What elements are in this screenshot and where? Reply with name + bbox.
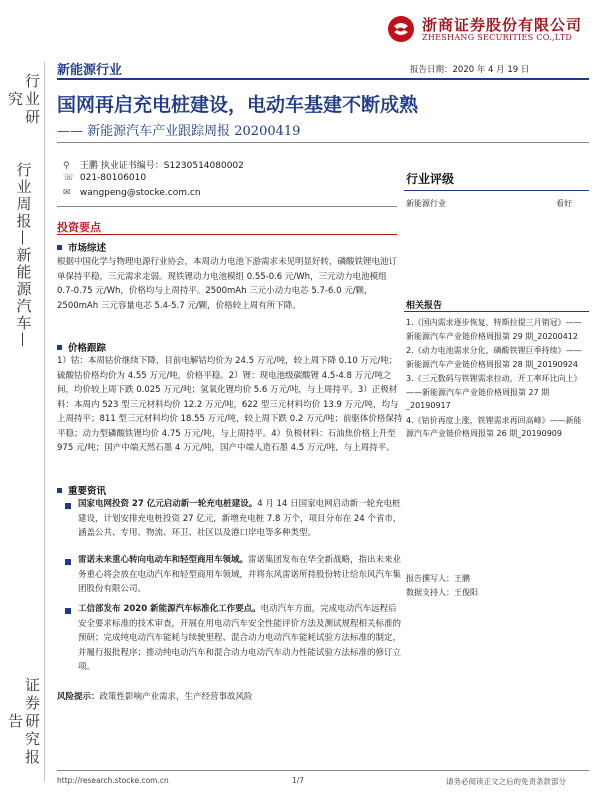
logo-en: ZHESHANG SECURITIES CO.,LTD — [422, 33, 573, 42]
rating-industry: 新能源行业 — [406, 199, 446, 208]
price-heading: 价格跟踪 — [57, 340, 106, 354]
news-item — [78, 553, 403, 597]
news-bullet-icon — [65, 608, 71, 614]
user-icon: ⚲ — [63, 161, 70, 171]
email-row — [63, 188, 393, 203]
analyst-phone: 021-80106010 — [79, 173, 147, 183]
news-item-text: 4 月 14 日国家电网启动新一轮充电桩建设，计划安排充电桩投资 27 亿元，新增充电桩 7.8 万个，项目分布在 24 个省市，涵盖公共、专用、物流、环卫、社区以及港口岸电等多种类型。 — [78, 499, 402, 538]
report-writer: 报告撰写人：王鹏 — [406, 574, 470, 583]
page-subtitle: —— 新能源汽车产业跟踪周报 20200419 — [57, 124, 301, 139]
footer-rule — [57, 770, 589, 771]
phone-icon: ☏ — [63, 173, 75, 183]
market-heading: 市场综述 — [57, 240, 106, 254]
section-square-icon — [57, 345, 62, 350]
data-support: 数据支持人：王俊阳 — [406, 588, 478, 597]
news-item-headline: 工信部发布 2020 新能源汽车标准化工作要点。 — [78, 604, 261, 614]
rating-heading: 行业评级 — [406, 172, 455, 186]
invest-rule — [57, 234, 397, 235]
footer-url[interactable]: http://research.stocke.com.cn — [57, 776, 169, 785]
industry-label: 新能源行业 — [57, 63, 123, 78]
logo-emblem-icon — [386, 14, 416, 44]
section-square-icon — [57, 488, 62, 493]
news-item-headline: 国家电网投资 27 亿元启动新一轮充电桩建设。 — [78, 499, 258, 509]
analyst-rule — [57, 206, 397, 207]
analyst-row — [63, 158, 393, 173]
analyst-email[interactable]: wangpeng@stocke.com.cn — [79, 188, 201, 198]
analyst-name: 王鹏 执业证书编号：S1230514080002 — [79, 161, 244, 171]
page-title: 国网再启充电桩建设，电动车基建不断成熟 — [57, 94, 419, 116]
invest-heading: 投资要点 — [57, 221, 101, 234]
risk-text: 政策性影响产业需求，生产经营事故风险 — [99, 692, 253, 702]
page-number: 1/7 — [292, 776, 305, 785]
left-strip-divider — [44, 62, 45, 782]
risk-line — [57, 690, 403, 705]
market-text: 根据中国化学与物理电源行业协会，本周动力电池下游需求未见明显好转，磷酸铁锂电池订单保持平稳，三元需求走弱。现铁锂动力电池模组 0.55-0.6 元/Wh，三元动力电池模组 0.7-0.75 元/Wh，价格均与上周持平。2500mAh 三元小动力电芯 5.7-6.0 元/颗，2500mAh 三元容量电芯 5.4-5.7 元/颗，价格较上周有所下降。 — [57, 257, 398, 311]
rating-value: 看好 — [556, 199, 572, 208]
title-rule — [57, 142, 589, 143]
section-square-icon — [57, 245, 62, 250]
header-rule — [57, 78, 589, 80]
left-strip-top: 行业研究 — [6, 73, 41, 127]
footer-disclaimer: 请务必阅读正文之后的免责条款部分 — [446, 777, 566, 786]
price-text: 1）钴：本周钴价继续下降，目前电解钴均价为 24.5 万元/吨，较上周下降 0.10 万元/吨；硫酸钴价格均价为 4.55 万元/吨，价格平稳。2）锂：现电池级碳酸锂 4.5-4.8 万元/吨之间，均价较上周下跌 0.025 万元/吨；氢氧化锂均价 5.6 万元/吨，与上周持平。3）正极材料：本周内 523 型三元材料均价 12.2 万元/吨，622 型三元材料均价 13.9 万元/吨，均与上周持平；811 型三元材料均价 18.55 万元/吨，较上周下跌 0.2 万元/吨；前驱体价格保持平稳；动力型磷酸铁锂均价 4.75 万元/吨，与上周持平。4）负极材料：石油焦价格上升至 975 元/吨；国产中端天然石墨 4 万元/吨，国产中端人造石墨 4.5 万元/吨，与上周持平。 — [57, 356, 403, 453]
news-item-text: 电动汽车方面，完成电动汽车远程后安全要求标准的技术审查，开展在用电动汽车安全性能评价方法及测试规程相关标准的预研；完成纯电动汽车能耗与续驶里程、混合动力电动汽车能耗试验方法标准的制定，并履行报批程序；推动纯电动汽车和混合动力电动汽车动力性能试验方法标准的修订立项。 — [78, 604, 402, 672]
risk-label: 风险提示： — [57, 692, 100, 702]
related-heading: 相关报告 — [406, 301, 443, 311]
news-item — [78, 497, 403, 541]
mail-icon: ✉ — [63, 188, 71, 198]
related-list — [406, 316, 586, 441]
report-date: 报告日期：2020 年 4 月 19 日 — [410, 65, 530, 75]
news-item-text: 雷诺集团发布在华全新战略，指出未来业务重心将会放在电动汽车和轻型商用车领域，并将东风雷诺所持股份转让给东风汽车集团股份有限公司。 — [78, 555, 402, 594]
related-item[interactable]: 4.《钴价再度上涨，铁锂需求再回高峰》——新能源汽车产业链价格周报第 26 期_20190909 — [406, 415, 582, 438]
news-item-headline: 雷诺未来重心转向电动车和轻型商用车领域。 — [78, 555, 249, 565]
news-bullet-icon — [65, 503, 71, 509]
news-bullet-icon — [65, 559, 71, 565]
related-item[interactable]: 1.《国内需求逐步恢复，特斯拉提三月销冠》——新能源汽车产业链价格周报第 29 期_20200412 — [406, 318, 582, 341]
analyst-block — [63, 158, 393, 203]
company-logo — [386, 12, 592, 46]
news-heading: 重要资讯 — [57, 483, 106, 497]
left-strip-middle: 行业周报—新能源汽车— — [14, 162, 33, 349]
news-item — [78, 602, 403, 675]
left-strip-bottom: 证券研究报告 — [6, 677, 41, 767]
related-rule — [404, 311, 589, 312]
related-item[interactable]: 3.《三元数码与铁锂需求拉动，开工率环比向上》——新能源汽车产业链价格周报第 27 期_20190917 — [406, 374, 582, 410]
phone-row — [63, 173, 393, 188]
rating-rule — [404, 190, 589, 191]
related-item[interactable]: 2.《动力电池需求分化，磷酸铁锂巨季持续》——新能源汽车产业链价格周报第 28 期_20190924 — [406, 346, 582, 369]
logo-cn: 浙商证券股份有限公司 — [422, 16, 583, 34]
